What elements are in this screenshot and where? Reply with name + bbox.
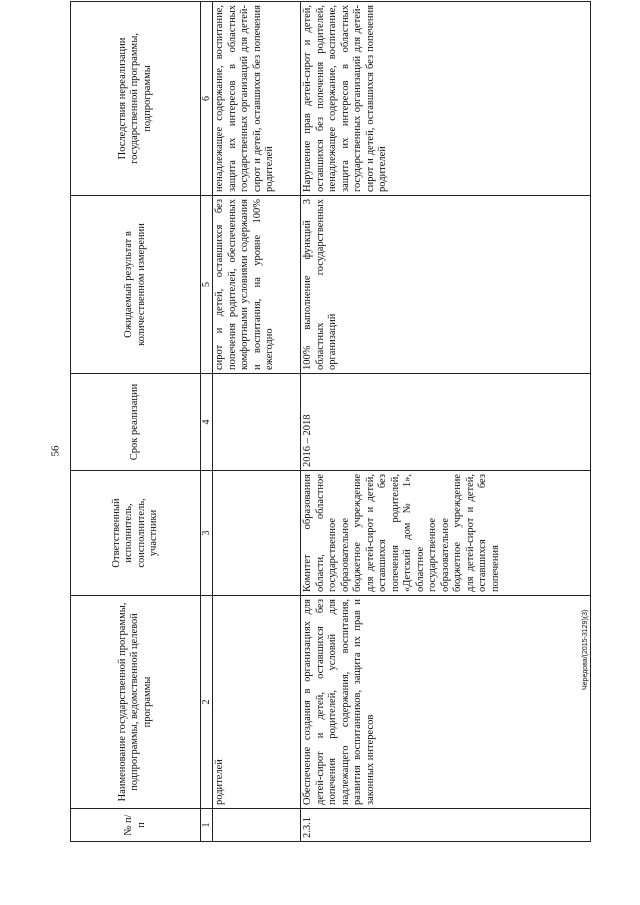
page-number: 56 <box>49 445 62 457</box>
rotated-table-page <box>70 2 620 842</box>
table-header-row <box>71 2 201 842</box>
column-number: 2 <box>201 596 213 809</box>
row-program-name: родителей <box>213 596 301 809</box>
row-consequences: Нарушение прав детей-сирот и детей, оставшихся без попечения родителей, ненадлежащее содержание, воспитание, защита их интересов в областных государственных организаций для детей-сирот и детей, оставшихся без попечения родителей <box>301 2 591 196</box>
row-executor: Комитет образования области, областное государственное образовательное бюджетное учреждение для детей-сирот и детей, оставшихся без попечения родителей, «Детский дом № 1», областное государственное образовательное бюджетное учреждение для детей-сирот и детей, оставшихся без попечения <box>301 471 591 596</box>
header-executor: Ответственный исполнитель, соисполнитель, участники <box>71 471 201 596</box>
column-number-row <box>201 2 213 842</box>
table-row <box>213 2 301 842</box>
header-program-name: Наименование государственной программы, подпрограммы, ведомственной целевой программы <box>71 596 201 809</box>
row-executor <box>213 471 301 596</box>
column-number: 1 <box>201 809 213 842</box>
header-expected-result: Ожидаемый результат в количественном измерении <box>71 196 201 374</box>
column-number: 5 <box>201 196 213 374</box>
column-number: 4 <box>201 374 213 471</box>
row-num <box>213 809 301 842</box>
column-number: 6 <box>201 2 213 196</box>
footer-code: Чередова/(2015-3129)(3) <box>582 609 589 690</box>
row-consequences: ненадлежащее содержание, воспитание, защита их интересов в областных государственных организаций для детей-сирот и детей, оставшихся без попечения родителей <box>213 2 301 196</box>
row-term: 2016 – 2018 <box>301 374 591 471</box>
header-num: № п/п <box>71 809 201 842</box>
header-consequences: Последствия нереализации государственной программы, подпрограммы <box>71 2 201 196</box>
row-term <box>213 374 301 471</box>
column-number: 3 <box>201 471 213 596</box>
row-num: 2.3.1 <box>301 809 591 842</box>
row-expected-result: 100% выполнение функций 3 областных государственных организаций <box>301 196 591 374</box>
header-term: Срок реализации <box>71 374 201 471</box>
row-program-name: Обеспечение создания в организациях для детей-сирот и детей, оставшихся без попечения родителей, условий для надлежащего содержания, воспитания, развития воспитанников, защита их прав и законных интересов <box>301 596 591 809</box>
row-expected-result: сирот и детей, оставшихся без попечения родителей, обеспеченных комфортными условиями содержания и воспитания, на уровне 100% ежегодно <box>213 196 301 374</box>
program-table <box>70 1 591 842</box>
table-row <box>301 2 591 842</box>
